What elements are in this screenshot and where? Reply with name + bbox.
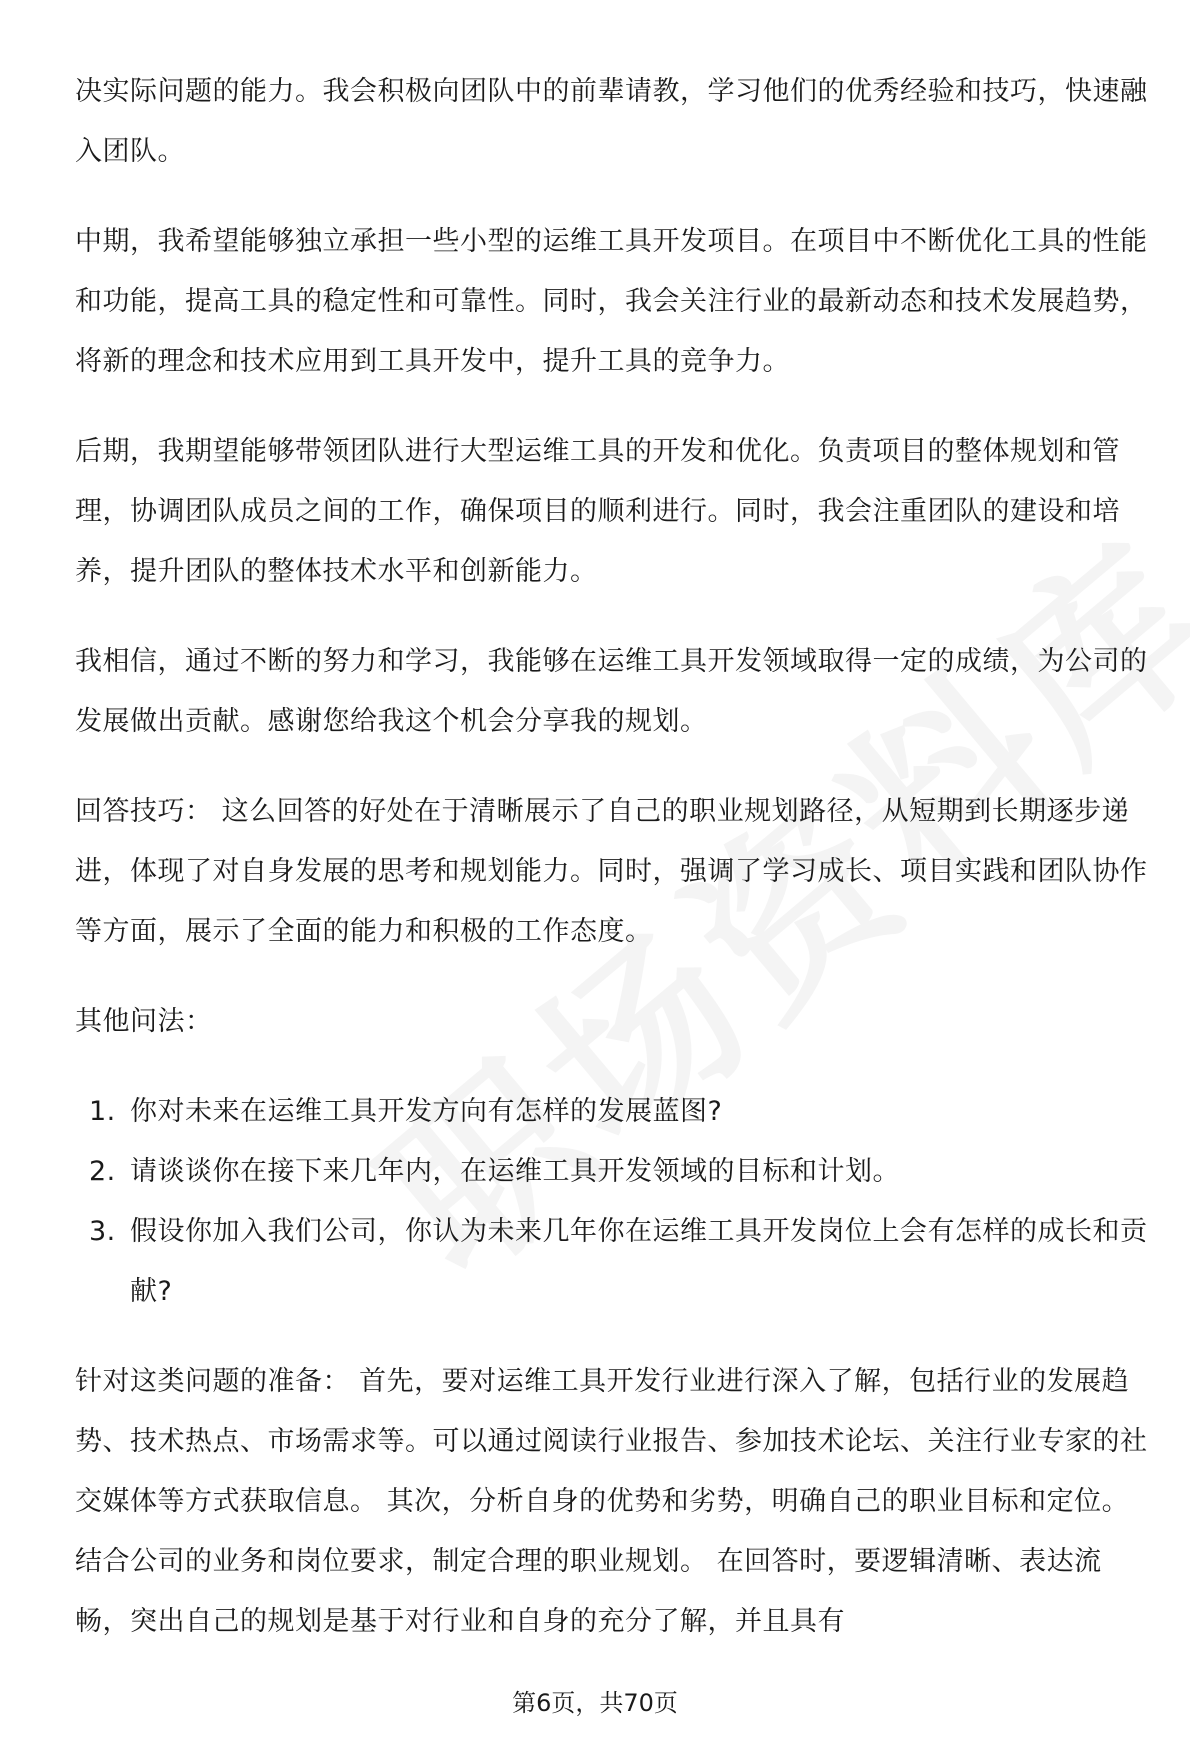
- list-item: [75, 1142, 1155, 1202]
- page-content: [75, 62, 1155, 1682]
- list-item: [75, 1082, 1155, 1142]
- list-number: 3.: [89, 1216, 116, 1247]
- paragraph-2: 中期，我希望能够独立承担一些小型的运维工具开发项目。在项目中不断优化工具的性能和功能，提高工具的稳定性和可靠性。同时，我会关注行业的最新动态和技术发展趋势，将新的理念和技术应用到工具开发中，提升工具的竞争力。: [75, 226, 1148, 377]
- paragraph-1: 决实际问题的能力。我会积极向团队中的前辈请教，学习他们的优秀经验和技巧，快速融入团队。: [75, 76, 1148, 167]
- list-text: 你对未来在运维工具开发方向有怎样的发展蓝图?: [130, 1096, 723, 1127]
- paragraph-3: 后期，我期望能够带领团队进行大型运维工具的开发和优化。负责项目的整体规划和管理，协调团队成员之间的工作，确保项目的顺利进行。同时，我会注重团队的建设和培养，提升团队的整体技术水平和创新能力。: [75, 436, 1120, 587]
- other-questions-list: [75, 1082, 1155, 1322]
- other-questions-heading: 其他问法：: [75, 1006, 213, 1037]
- preparation-paragraph: 针对这类问题的准备： 首先，要对运维工具开发行业进行深入了解，包括行业的发展趋势、技术热点、市场需求等。可以通过阅读行业报告、参加技术论坛、关注行业专家的社交媒体等方式获取信息。 其次，分析自身的优势和劣势，明确自己的职业目标和定位。结合公司的业务和岗位要求，制定合理的职业规划。 在回答时，要逻辑清晰、表达流畅，突出自己的规划是基于对行业和自身的充分了解，并且具有: [75, 1366, 1148, 1637]
- answer-tips-paragraph: 回答技巧： 这么回答的好处在于清晰展示了自己的职业规划路径，从短期到长期逐步递进，体现了对自身发展的思考和规划能力。同时，强调了学习成长、项目实践和团队协作等方面，展示了全面的能力和积极的工作态度。: [75, 796, 1148, 947]
- page-number-footer: 第6页，共70页: [512, 1689, 678, 1717]
- list-number: 1.: [89, 1096, 116, 1127]
- list-number: 2.: [89, 1156, 116, 1187]
- list-item: [75, 1202, 1155, 1322]
- list-text: 假设你加入我们公司，你认为未来几年你在运维工具开发岗位上会有怎样的成长和贡献?: [130, 1216, 1148, 1307]
- list-text: 请谈谈你在接下来几年内，在运维工具开发领域的目标和计划。: [130, 1156, 900, 1187]
- paragraph-4: 我相信，通过不断的努力和学习，我能够在运维工具开发领域取得一定的成绩，为公司的发展做出贡献。感谢您给我这个机会分享我的规划。: [75, 646, 1148, 737]
